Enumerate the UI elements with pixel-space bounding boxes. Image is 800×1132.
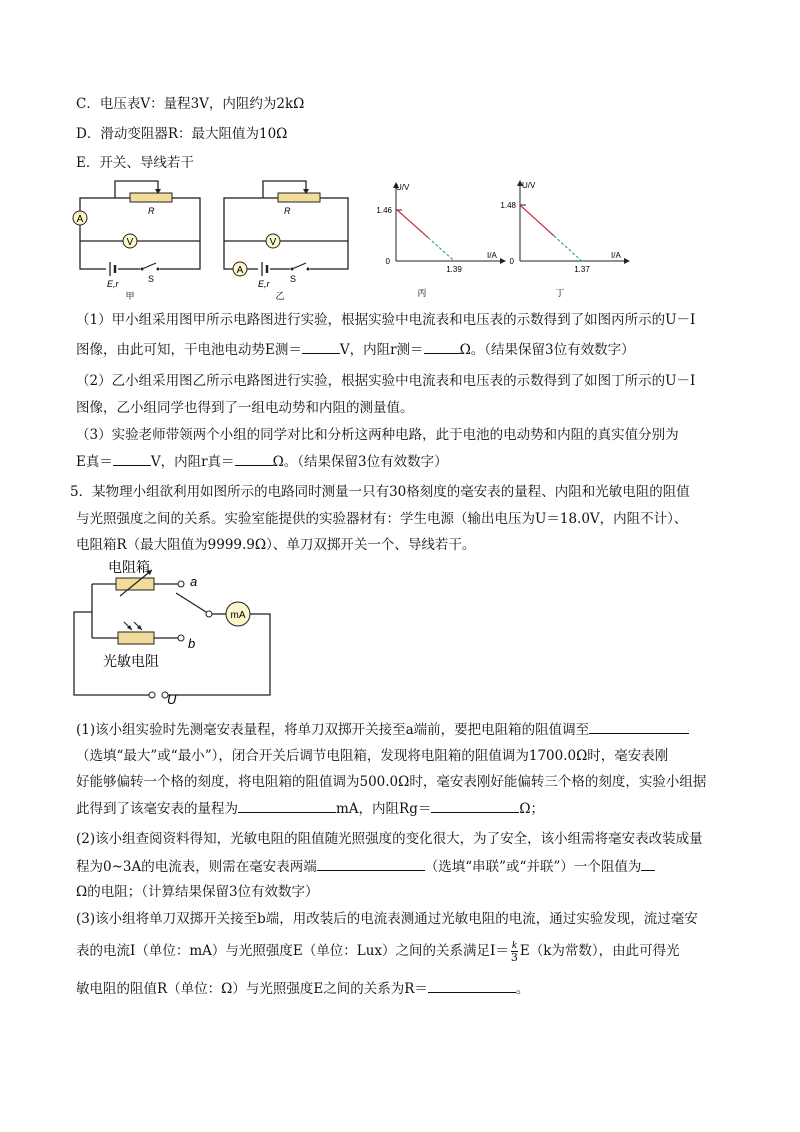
q5-s2-line1: (2)该小组查阅资料得知，光敏电阻的阻值随光照强度的变化很大，为了安全，该小组需将毫安表改装成量 <box>76 831 703 847</box>
fraction-denominator: 3 <box>510 951 518 964</box>
x-intercept-label: 1.37 <box>574 265 590 274</box>
fraction-numerator: k <box>511 939 517 951</box>
ammeter-label: A <box>76 214 84 225</box>
answer-blank[interactable] <box>431 798 519 813</box>
x-axis-label: I/A <box>611 251 621 260</box>
y-axis-label: U/V <box>522 181 536 190</box>
source-label: U <box>167 692 177 707</box>
figure-caption: 乙 <box>275 291 285 301</box>
q5-s2-line2 <box>76 856 655 877</box>
answer-blank[interactable] <box>238 798 336 813</box>
answer-blank[interactable] <box>235 451 273 466</box>
extrapolation-line <box>554 236 582 261</box>
q5-s3-line3 <box>76 978 529 999</box>
q5-s1-line1 <box>76 719 689 740</box>
text-span: V，内阻r测＝ <box>339 342 424 358</box>
answer-blank[interactable] <box>317 856 425 871</box>
resistor-label: R <box>284 206 291 216</box>
q4-part2-line2: 图像，乙小组同学也得到了一组电动势和内阻的测量值。 <box>76 400 414 416</box>
data-line <box>520 205 554 236</box>
q4-part1-line1: （1）甲小组采用图甲所示电路图进行实验，根据实验中电流表和电压表的示数得到了如图丙所示的U－I <box>76 312 696 328</box>
voltmeter-label: V <box>126 237 134 248</box>
figure-caption: 甲 <box>125 291 135 301</box>
figure-caption: 丙 <box>417 288 427 298</box>
y-intercept-label: 1.46 <box>376 206 392 215</box>
q5-s1-line4 <box>76 798 544 819</box>
battery-label: E,r <box>258 279 270 289</box>
text-span: Ω。（结果保留3位有效数字） <box>272 454 448 470</box>
extrapolation-line <box>428 238 454 261</box>
circuit-yi <box>218 176 368 301</box>
q5-s2-line3: Ω的电阻；（计算结果保留3位有效数字） <box>76 884 319 900</box>
x-intercept-label: 1.39 <box>446 265 462 274</box>
text-span: 程为0~3A的电流表，则需在毫安表两端 <box>76 859 317 875</box>
fraction <box>511 940 518 963</box>
y-intercept-label: 1.48 <box>500 201 516 210</box>
text-span: (1)该小组实验时先测毫安表量程，将单刀双掷开关接至a端前，要把电阻箱的阻值调至 <box>76 722 590 738</box>
answer-blank[interactable] <box>302 339 340 354</box>
text-span: E（k为常数），由此可得光 <box>519 943 680 959</box>
photoresistor-label: 光敏电阻 <box>103 653 159 669</box>
q5-intro-line2: 与光照强度之间的关系。实验室能提供的实验器材有：学生电源（输出电压为U＝18.0V，内阻不计）、 <box>76 511 688 527</box>
q5-s3-line2 <box>76 940 680 963</box>
resistor-label: R <box>148 206 155 216</box>
milliammeter-label: mA <box>230 610 246 621</box>
switch-label: S <box>290 274 297 284</box>
q5-s3-line1: (3)该小组将单刀双掷开关接至b端，用改装后的电流表测通过光敏电阻的电流，通过实验发现，流过毫安 <box>76 911 698 927</box>
origin-label: 0 <box>385 257 390 266</box>
q5-intro-line1: 5．某物理小组欲利用如图所示的电路同时测量一只有30格刻度的毫安表的量程、内阻和光敏电阻的阻值 <box>70 484 690 500</box>
battery-label: E,r <box>107 279 119 289</box>
q5-intro-line3: 电阻箱R（最大阻值为9999.9Ω）、单刀双掷开关一个、导线若干。 <box>76 537 476 553</box>
switch-label: S <box>148 274 155 284</box>
resistance-box-label: 电阻箱 <box>108 559 150 575</box>
x-axis-label: I/A <box>487 251 497 260</box>
text-span: 。 <box>515 981 530 997</box>
origin-label: 0 <box>509 257 514 266</box>
circuit-jia <box>70 176 220 301</box>
ammeter-label: A <box>236 265 244 276</box>
text-span: mA，内阻Rg＝ <box>336 801 432 817</box>
answer-blank[interactable] <box>589 719 689 734</box>
text-span: 表的电流I（单位：mA）与光照强度E（单位：Lux）之间的关系满足I＝ <box>76 943 509 959</box>
text-span: Ω。（结果保留3位有效数字） <box>459 342 635 358</box>
text-span: 敏电阻的阻值R（单位：Ω）与光照强度E之间的关系为R＝ <box>76 981 428 997</box>
item-c: C．电压表V：量程3V，内阻约为2kΩ <box>76 96 305 112</box>
q4-part3-line1: （3）实验老师带领两个小组的同学对比和分析这两种电路，此于电池的电动势和内阻的真实值分别为 <box>76 427 679 443</box>
terminal-a-label: a <box>190 574 198 589</box>
text-span: 图像，由此可知，干电池电动势E测＝ <box>76 342 302 358</box>
text-span: 此得到了该毫安表的量程为 <box>76 801 238 817</box>
text-span: Ω； <box>519 801 545 817</box>
y-axis-label: U/V <box>396 183 410 192</box>
graph-ding <box>500 178 640 300</box>
answer-blank[interactable] <box>113 451 151 466</box>
q4-part2-line1: （2）乙小组采用图乙所示电路图进行实验，根据实验中电流表和电压表的示数得到了如图丁所示的U－I <box>76 373 696 389</box>
data-line <box>396 209 428 238</box>
q4-part3-line2 <box>76 451 448 472</box>
answer-blank[interactable] <box>428 978 516 993</box>
answer-blank[interactable] <box>641 856 655 871</box>
q5-s1-line2: （选填“最大”或“最小”），闭合开关后调节电阻箱，发现将电阻箱的阻值调为1700.0Ω时，毫安表刚 <box>76 748 669 764</box>
item-e: E．开关、导线若干 <box>76 155 194 171</box>
figure-caption: 丁 <box>555 288 565 298</box>
text-span: （选填“串联”或“并联”）一个阻值为 <box>424 859 642 875</box>
answer-blank[interactable] <box>424 339 460 354</box>
q4-part1-line2 <box>76 339 635 360</box>
q5-circuit <box>66 558 286 708</box>
graph-bing <box>370 178 510 300</box>
terminal-b-label: b <box>188 636 196 651</box>
text-span: V，内阻r真＝ <box>150 454 235 470</box>
q5-s1-line3: 好能够偏转一个格的刻度，将电阻箱的阻值调为500.0Ω时，毫安表刚好能偏转三个格的刻度，实验小组据 <box>76 774 707 790</box>
voltmeter-label: V <box>269 237 277 248</box>
text-span: E真＝ <box>76 454 113 470</box>
item-d: D．滑动变阻器R：最大阻值为10Ω <box>76 126 288 142</box>
